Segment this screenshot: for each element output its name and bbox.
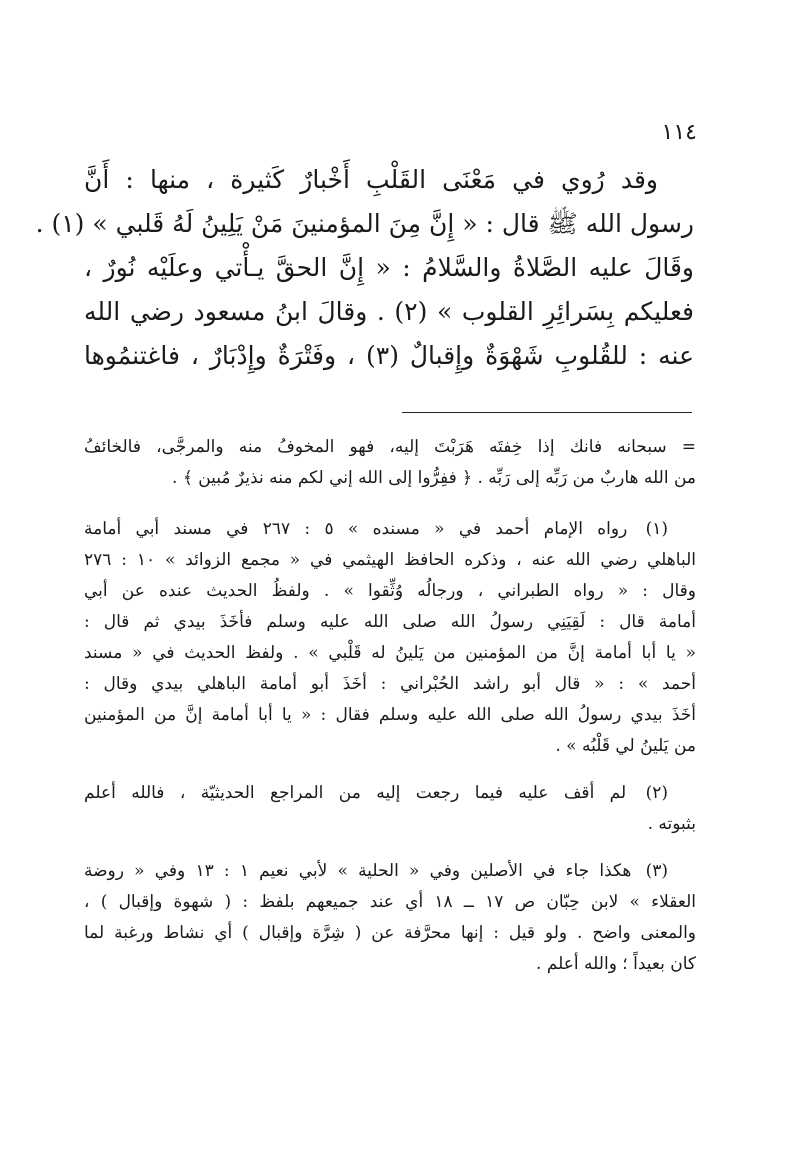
- main-text-line: وقَالَ عليه الصَّلاةُ والسَّلامُ : « إِنَّ الحقَّ يـأْتي وعلَيْه نُورٌ ،: [84, 253, 694, 282]
- footnote-first-line: [84, 856, 696, 887]
- footnote-line: الباهلي رضي الله عنه ، وذكره الحافظ الهيثمي في « مجمع الزوائد » ١٠ : ٢٧٦: [84, 550, 696, 570]
- footnote-line: وقال : « رواه الطبراني ، ورجالُه وُثِّقوا » . ولفظُ الحديث عنده عن أبي: [84, 581, 696, 601]
- footnote-text: لم أقف عليه فيما رجعت إليه من المراجع الحديثيّة ، فالله أعلم: [84, 783, 627, 803]
- footnote-marker: (١): [645, 519, 669, 539]
- footnote-line: « يا أبا أمامة إنَّ من المؤمنين من يَلينُ له قَلْبي » . ولفظ الحديث في « مسند: [84, 643, 696, 663]
- footnote-line: من يَلينُ لي قَلْبُه » .: [555, 736, 696, 756]
- footnote-line: كان بعيداً ؛ والله أعلم .: [536, 954, 696, 974]
- footnote-line: بثبوته .: [647, 814, 696, 834]
- footnote-text: هكذا جاء في الأصلين وفي « الحلية » لأبي نعيم ١ : ١٣ وفي « روضة: [84, 861, 632, 881]
- footnote-first-line: [84, 514, 696, 545]
- footnote-line: أحمد » : « قال أبو راشد الحُبْراني : أخَذَ أبو أمامة الباهلي بيدي وقال :: [84, 674, 696, 694]
- footnote-1: [84, 514, 696, 762]
- main-text-line: وقد رُوي في مَعْنَى القَلْبِ أَخْبارٌ كَثيرة ، منها : أَنَّ: [84, 165, 658, 194]
- main-text-line: عنه : للقُلوبِ شَهْوَةٌ وإِقبالٌ (٣) ، وفَتْرَةٌ وإِدْبَارٌ ، فاغتنمُوها: [84, 341, 694, 370]
- main-text-line: رسول الله ﷺ قال : « إِنَّ مِنَ المؤمنينَ مَنْ يَلِينُ لَهُ قَلبي » (١) .: [35, 209, 694, 238]
- page-number: ١١٤: [661, 120, 697, 145]
- footnote-divider: [402, 412, 692, 413]
- main-text: [35, 158, 694, 378]
- footnote-line: أمامة قال : لَقِيَنِي رسولُ الله صلى الله عليه وسلم فأخَذَ بيدي ثم قال :: [84, 612, 696, 632]
- footnote-marker: (٣): [645, 861, 668, 881]
- footnote-first-line: [84, 778, 696, 809]
- footnote-continuation: [84, 432, 696, 494]
- footnotes-section: [84, 432, 696, 996]
- footnote-text: رواه الإمام أحمد في « مسنده » ٥ : ٢٦٧ في مسند أبي أمامة: [84, 519, 628, 539]
- footnote-3: [84, 856, 696, 980]
- footnote-line: = سبحانه فانك إذا خِفتَه هَرَبْتَ إليه، فهو المخوفُ منه والمرجَّى، فالخائفُ: [84, 437, 696, 457]
- footnote-line: العقلاء » لابن حِبّان ص ١٧ ــ ١٨ أي عند جميعهم بلفظ : ( شهوة وإقبال ) ،: [84, 892, 696, 912]
- footnote-line: والمعنى واضح . ولو قيل : إنها محرَّفة عن ( شِرَّة وإقبال ) أي نشاط ورغبة لما: [84, 923, 696, 943]
- footnote-2: [84, 778, 696, 840]
- footnote-line: من الله هاربٌ من رَبِّه إلى رَبِّه . ﴿ ففِرُّوا إلى الله إني لكم منه نذيرٌ مُبين ﴾ .: [172, 468, 696, 488]
- footnote-line: أخَذَ بيدي رسولُ الله صلى الله عليه وسلم فقال : « يا أبا أمامة إنَّ من المؤمنين: [84, 705, 696, 725]
- footnote-marker: (٢): [645, 783, 669, 803]
- main-text-line: فعليكم بِسَرائِرِ القلوب » (٢) . وقالَ ابنُ مسعود رضي الله: [84, 297, 694, 326]
